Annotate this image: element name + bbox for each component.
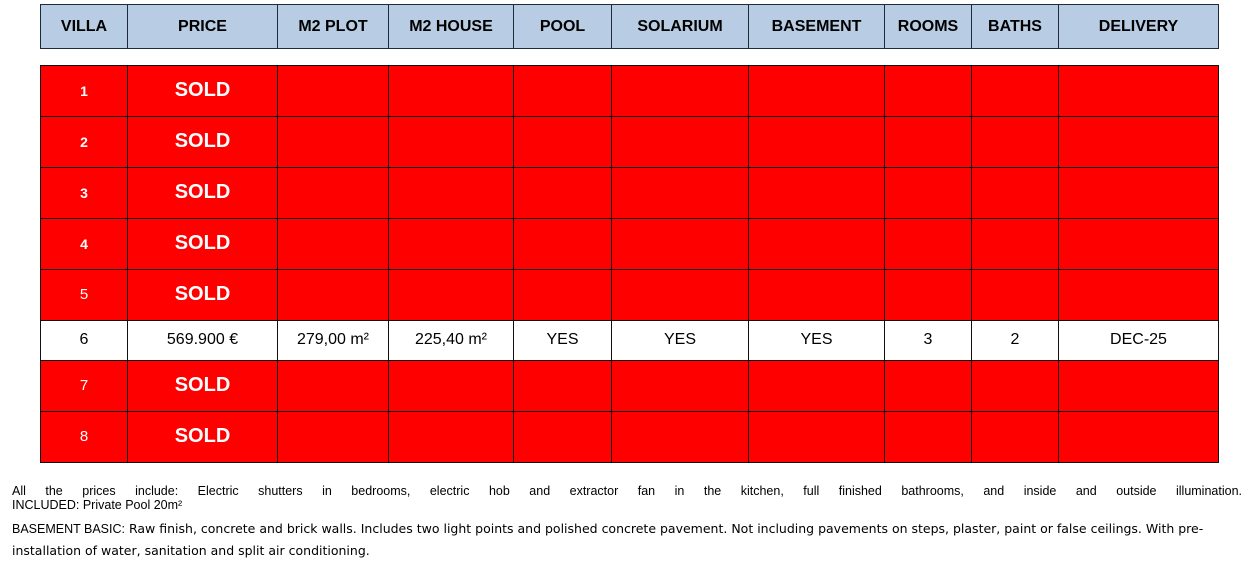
- sold-label: SOLD: [128, 269, 278, 320]
- empty-cell: [514, 218, 612, 269]
- empty-cell: [1059, 411, 1219, 462]
- empty-cell: [749, 361, 885, 412]
- villa-number: 8: [41, 411, 128, 462]
- header-baths: BATHS: [972, 5, 1059, 49]
- header-pool: POOL: [514, 5, 612, 49]
- sold-label: SOLD: [128, 167, 278, 218]
- table-row: [41, 66, 1219, 117]
- empty-cell: [278, 269, 389, 320]
- empty-cell: [972, 411, 1059, 462]
- price-cell: 569.900 €: [128, 320, 278, 360]
- empty-cell: [612, 167, 749, 218]
- empty-cell: [885, 66, 972, 117]
- empty-cell: [612, 116, 749, 167]
- empty-cell: [514, 66, 612, 117]
- table-row: [41, 269, 1219, 320]
- empty-cell: [278, 411, 389, 462]
- baths-cell: 2: [972, 320, 1059, 360]
- price-table-header: [40, 4, 1219, 49]
- table-row: [41, 218, 1219, 269]
- included-note: INCLUDED: Private Pool 20m²: [12, 498, 183, 512]
- basement-cell: YES: [749, 320, 885, 360]
- empty-cell: [972, 116, 1059, 167]
- empty-cell: [1059, 269, 1219, 320]
- header-solarium: SOLARIUM: [612, 5, 749, 49]
- empty-cell: [1059, 116, 1219, 167]
- solarium-cell: YES: [612, 320, 749, 360]
- header-rooms: ROOMS: [885, 5, 972, 49]
- empty-cell: [612, 361, 749, 412]
- villa-number: 7: [41, 361, 128, 412]
- pool-cell: YES: [514, 320, 612, 360]
- empty-cell: [278, 167, 389, 218]
- price-notes: [12, 484, 1242, 562]
- header-row: [41, 5, 1219, 49]
- table-row: [41, 411, 1219, 462]
- empty-cell: [612, 66, 749, 117]
- empty-cell: [885, 218, 972, 269]
- header-basement: BASEMENT: [749, 5, 885, 49]
- header-m2-plot: M2 PLOT: [278, 5, 389, 49]
- empty-cell: [749, 411, 885, 462]
- header-price: PRICE: [128, 5, 278, 49]
- empty-cell: [885, 411, 972, 462]
- empty-cell: [749, 167, 885, 218]
- empty-cell: [885, 167, 972, 218]
- empty-cell: [389, 66, 514, 117]
- sold-label: SOLD: [128, 361, 278, 412]
- sold-label: SOLD: [128, 116, 278, 167]
- basement-note: [12, 518, 1242, 562]
- delivery-cell: DEC-25: [1059, 320, 1219, 360]
- includes-note: All the prices include: Electric shutters in bedrooms, electric hob and extractor fan in the kitchen, full finished bathrooms, and inside and outside illumination.: [12, 484, 1242, 498]
- empty-cell: [749, 116, 885, 167]
- m2-plot-cell: 279,00 m²: [278, 320, 389, 360]
- empty-cell: [389, 218, 514, 269]
- basement-note-text: Raw finish, concrete and brick walls. Includes two light points and polished concrete pavement. Not including pavements on steps, plaster, paint or false ceilings. With pre-installation of water, sanitation and split air conditioning.: [12, 521, 1204, 558]
- empty-cell: [612, 411, 749, 462]
- empty-cell: [885, 269, 972, 320]
- empty-cell: [278, 66, 389, 117]
- empty-cell: [972, 218, 1059, 269]
- villa-number: 6: [41, 320, 128, 360]
- empty-cell: [278, 361, 389, 412]
- empty-cell: [514, 411, 612, 462]
- sold-label: SOLD: [128, 411, 278, 462]
- header-villa: VILLA: [41, 5, 128, 49]
- empty-cell: [972, 66, 1059, 117]
- header-delivery: DELIVERY: [1059, 5, 1219, 49]
- basement-note-label: BASEMENT BASIC:: [12, 522, 125, 536]
- empty-cell: [389, 269, 514, 320]
- header-m2-house: M2 HOUSE: [389, 5, 514, 49]
- table-row: [41, 167, 1219, 218]
- villa-number: 3: [41, 167, 128, 218]
- empty-cell: [749, 269, 885, 320]
- empty-cell: [278, 116, 389, 167]
- empty-cell: [1059, 167, 1219, 218]
- empty-cell: [972, 361, 1059, 412]
- villa-number: 4: [41, 218, 128, 269]
- villa-number: 5: [41, 269, 128, 320]
- villa-number: 1: [41, 66, 128, 117]
- sold-label: SOLD: [128, 218, 278, 269]
- empty-cell: [278, 218, 389, 269]
- empty-cell: [514, 269, 612, 320]
- rooms-cell: 3: [885, 320, 972, 360]
- empty-cell: [389, 116, 514, 167]
- empty-cell: [749, 66, 885, 117]
- empty-cell: [1059, 361, 1219, 412]
- empty-cell: [972, 269, 1059, 320]
- table-row-available: [41, 320, 1219, 360]
- empty-cell: [514, 167, 612, 218]
- table-row: [41, 116, 1219, 167]
- empty-cell: [972, 167, 1059, 218]
- m2-house-cell: 225,40 m²: [389, 320, 514, 360]
- empty-cell: [885, 116, 972, 167]
- price-table-body: [40, 65, 1219, 463]
- empty-cell: [389, 361, 514, 412]
- empty-cell: [389, 167, 514, 218]
- empty-cell: [612, 269, 749, 320]
- empty-cell: [1059, 66, 1219, 117]
- empty-cell: [612, 218, 749, 269]
- table-row: [41, 361, 1219, 412]
- empty-cell: [885, 361, 972, 412]
- empty-cell: [1059, 218, 1219, 269]
- empty-cell: [514, 361, 612, 412]
- sold-label: SOLD: [128, 66, 278, 117]
- empty-cell: [389, 411, 514, 462]
- empty-cell: [514, 116, 612, 167]
- villa-number: 2: [41, 116, 128, 167]
- empty-cell: [749, 218, 885, 269]
